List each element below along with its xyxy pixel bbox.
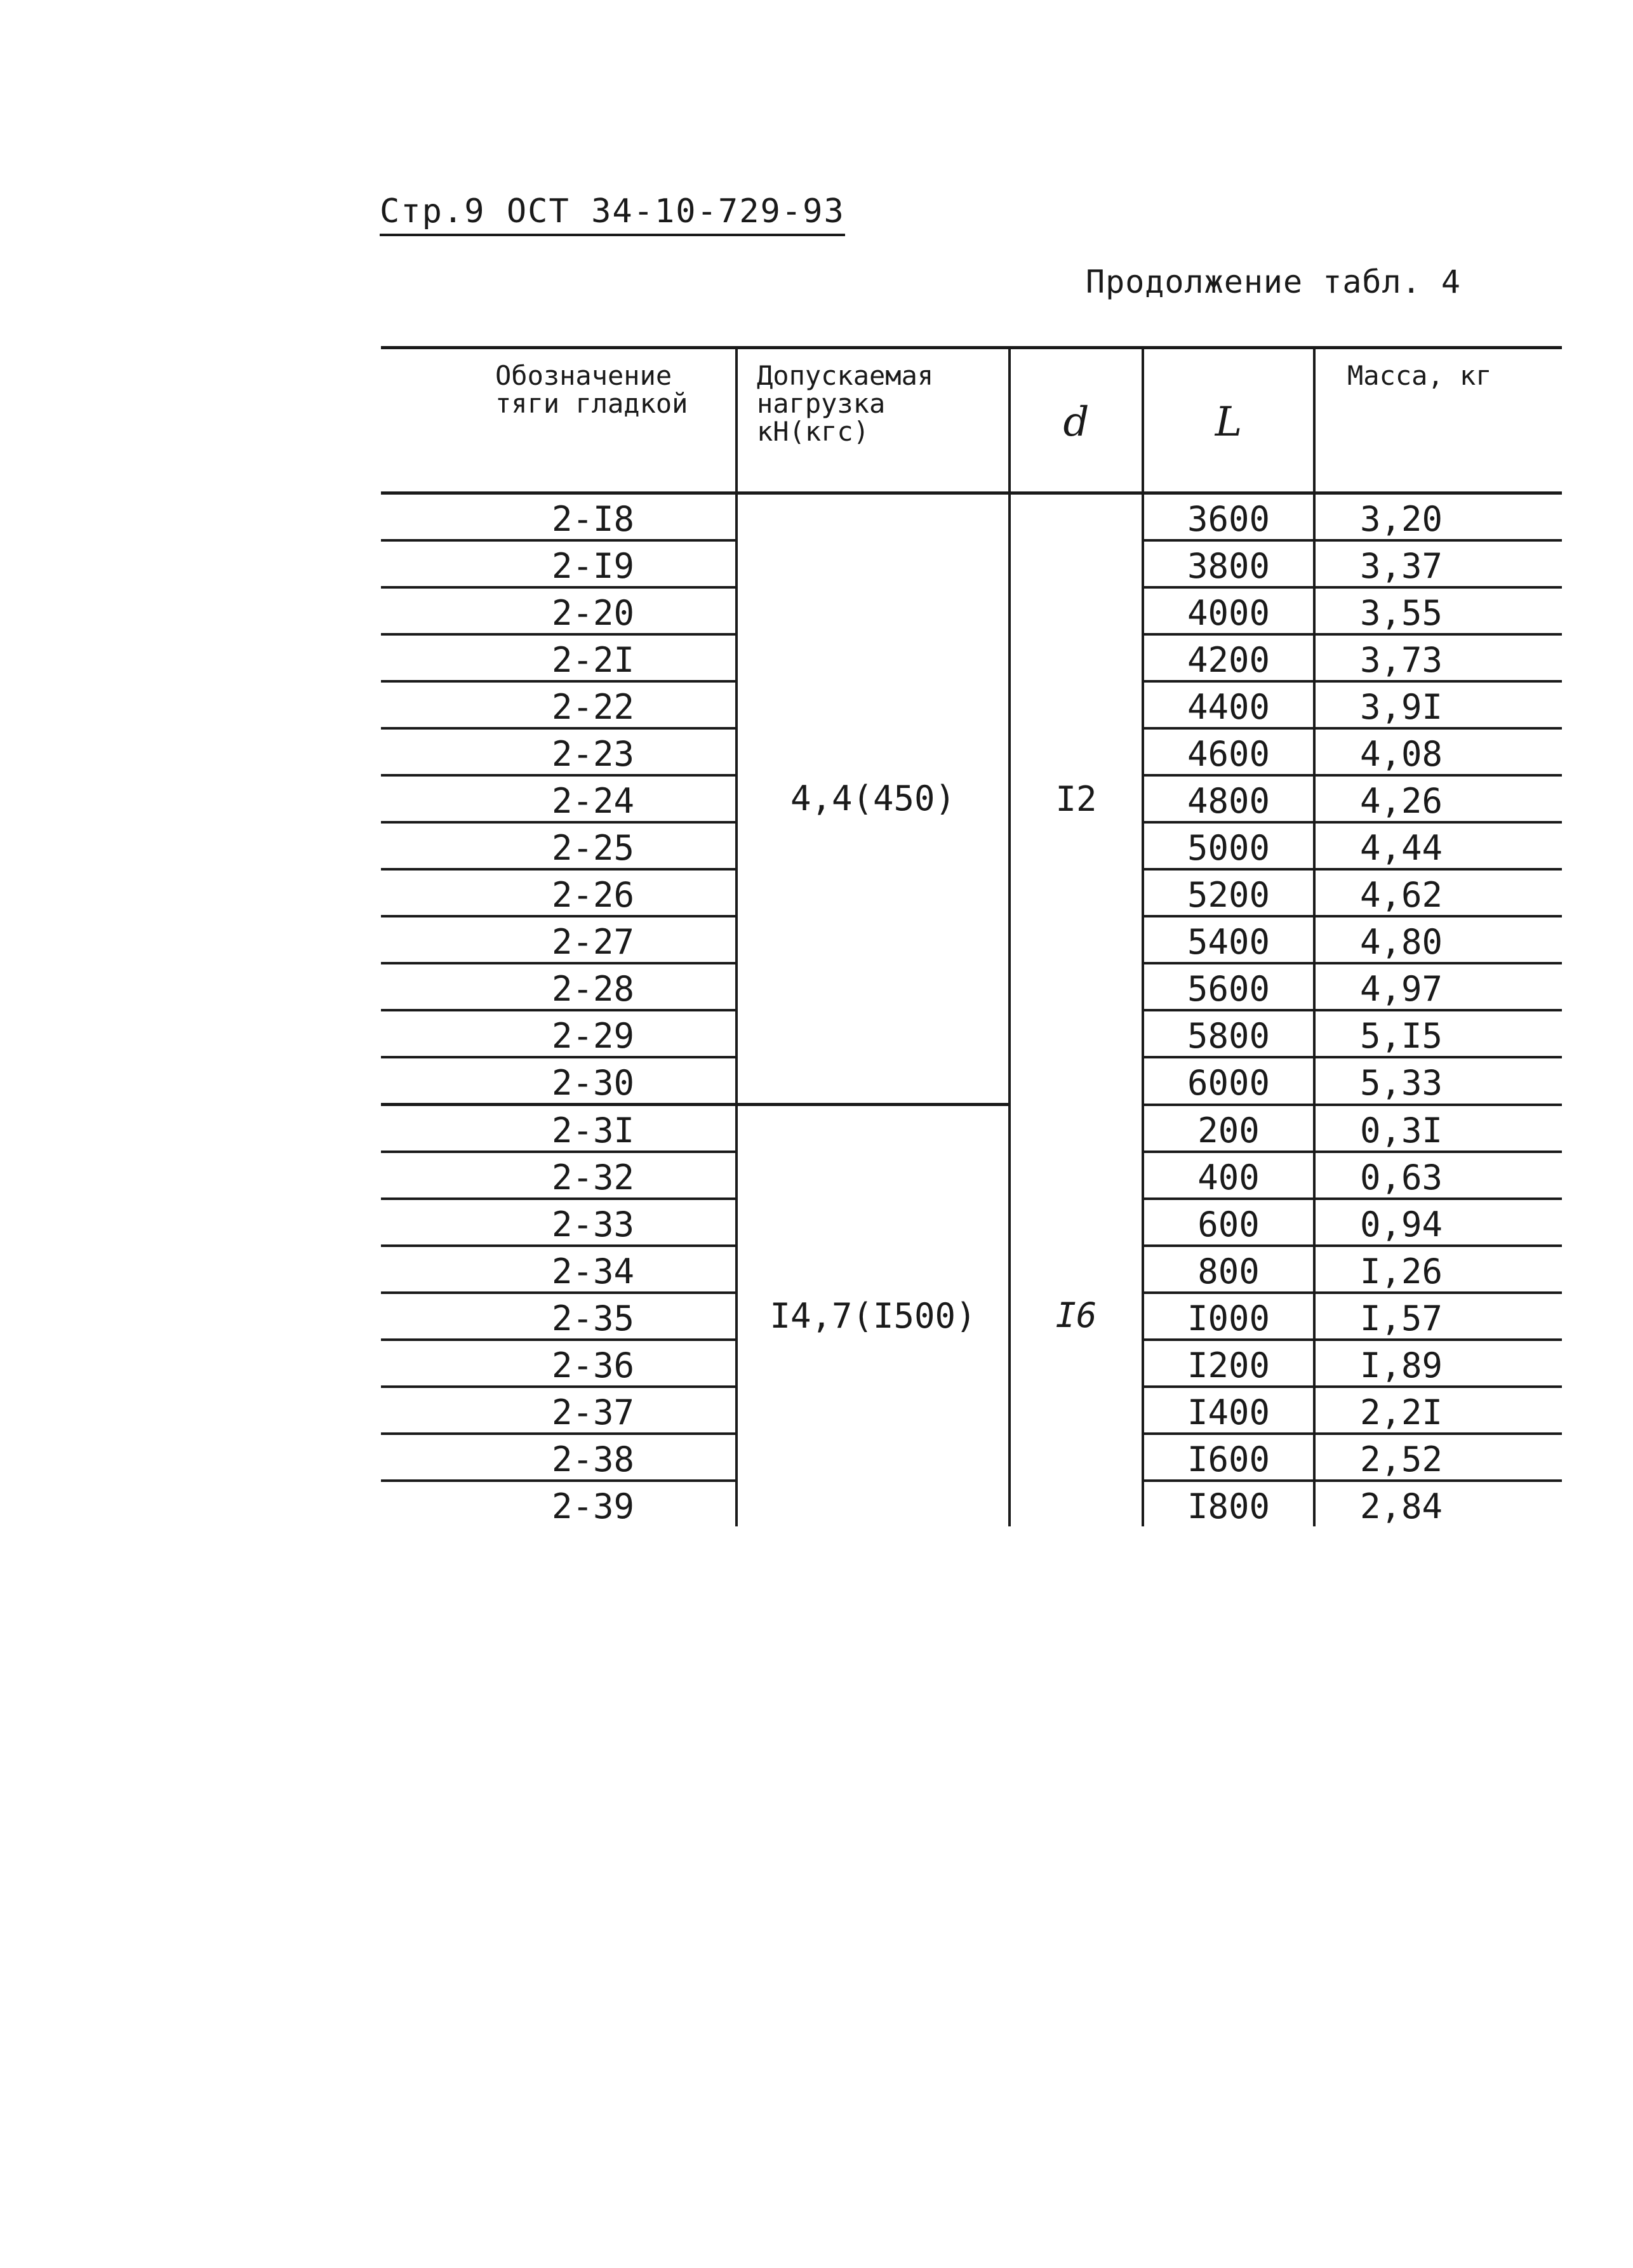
cell-designation: 2-35 xyxy=(381,1293,737,1340)
cell-allowable-load: 4,4(450) xyxy=(737,493,1010,1105)
table-header xyxy=(381,348,1562,493)
cell-length: 4200 xyxy=(1143,634,1314,681)
cell-length: 5400 xyxy=(1143,916,1314,963)
cell-mass: 2,52 xyxy=(1314,1434,1562,1481)
cell-length: 4400 xyxy=(1143,681,1314,728)
cell-length: 400 xyxy=(1143,1152,1314,1199)
cell-length: 200 xyxy=(1143,1105,1314,1152)
cell-designation: 2-36 xyxy=(381,1340,737,1387)
cell-mass: 3,9I xyxy=(1314,681,1562,728)
cell-length: 4800 xyxy=(1143,775,1314,822)
cell-designation: 2-30 xyxy=(381,1057,737,1105)
rod-spec-table-container xyxy=(381,346,1562,1526)
cell-designation: 2-29 xyxy=(381,1010,737,1057)
cell-mass: 5,I5 xyxy=(1314,1010,1562,1057)
header-load: Допускаемая нагрузка кН(кгс) xyxy=(737,348,1010,493)
cell-mass: I,57 xyxy=(1314,1293,1562,1340)
cell-designation: 2-3I xyxy=(381,1105,737,1152)
header-row xyxy=(381,348,1562,493)
cell-designation: 2-34 xyxy=(381,1246,737,1293)
cell-mass: 5,33 xyxy=(1314,1057,1562,1105)
cell-designation: 2-I9 xyxy=(381,540,737,587)
cell-length: 5000 xyxy=(1143,822,1314,869)
header-designation: Обозначение тяги гладкой xyxy=(381,348,737,493)
cell-mass: 3,37 xyxy=(1314,540,1562,587)
cell-designation: 2-38 xyxy=(381,1434,737,1481)
cell-mass: 4,97 xyxy=(1314,963,1562,1010)
cell-length: I800 xyxy=(1143,1481,1314,1526)
cell-designation: 2-26 xyxy=(381,869,737,916)
cell-designation: 2-20 xyxy=(381,587,737,634)
cell-mass: I,26 xyxy=(1314,1246,1562,1293)
cell-designation: 2-25 xyxy=(381,822,737,869)
cell-length: 5600 xyxy=(1143,963,1314,1010)
cell-length: 5200 xyxy=(1143,869,1314,916)
cell-length: 800 xyxy=(1143,1246,1314,1293)
table-body xyxy=(381,493,1562,1527)
cell-designation: 2-2I xyxy=(381,634,737,681)
cell-designation: 2-33 xyxy=(381,1199,737,1246)
header-mass: Масса, кг xyxy=(1314,348,1562,493)
cell-allowable-load: I4,7(I500) xyxy=(737,1105,1010,1527)
cell-length: 5800 xyxy=(1143,1010,1314,1057)
header-d: d xyxy=(1010,348,1143,493)
cell-mass: 2,2I xyxy=(1314,1387,1562,1434)
cell-designation: 2-27 xyxy=(381,916,737,963)
rod-spec-table xyxy=(381,346,1562,1526)
cell-mass: 4,80 xyxy=(1314,916,1562,963)
cell-mass: 0,3I xyxy=(1314,1105,1562,1152)
cell-mass: 4,26 xyxy=(1314,775,1562,822)
cell-mass: 4,62 xyxy=(1314,869,1562,916)
page-reference: Стр.9 ОСТ 34-10-729-93 xyxy=(380,194,845,236)
cell-length: I000 xyxy=(1143,1293,1314,1340)
header-L: L xyxy=(1143,348,1314,493)
cell-designation: 2-39 xyxy=(551,1486,635,1526)
cell-length: 3800 xyxy=(1143,540,1314,587)
cell-designation: 2-23 xyxy=(381,728,737,775)
table-row xyxy=(381,493,1562,541)
table-row xyxy=(381,1105,1562,1152)
cell-length: I600 xyxy=(1143,1434,1314,1481)
cell-length: 6000 xyxy=(1143,1057,1314,1105)
cell-length: 4600 xyxy=(1143,728,1314,775)
cell-designation: 2-37 xyxy=(381,1387,737,1434)
cell-length: 3600 xyxy=(1143,493,1314,541)
cell-mass: 0,94 xyxy=(1314,1199,1562,1246)
cell-mass: 4,44 xyxy=(1314,822,1562,869)
cell-length: I400 xyxy=(1143,1387,1314,1434)
cell-diameter: I2 xyxy=(1010,493,1143,1105)
table-continuation-caption: Продолжение табл. 4 xyxy=(1086,263,1461,300)
cell-mass: 3,20 xyxy=(1314,493,1562,541)
cell-mass: 3,55 xyxy=(1314,587,1562,634)
cell-designation: 2-I8 xyxy=(381,493,737,541)
cell-mass: 3,73 xyxy=(1314,634,1562,681)
cell-length: 4000 xyxy=(1143,587,1314,634)
cell-length: I200 xyxy=(1143,1340,1314,1387)
cell-mass: 2,84 xyxy=(1314,1481,1562,1526)
cell-diameter: I6 xyxy=(1010,1105,1143,1527)
cell-designation: 2-24 xyxy=(381,775,737,822)
cell-designation: 2-22 xyxy=(381,681,737,728)
cell-length: 600 xyxy=(1143,1199,1314,1246)
cell-mass: 4,08 xyxy=(1314,728,1562,775)
cell-mass: I,89 xyxy=(1314,1340,1562,1387)
cell-mass: 0,63 xyxy=(1314,1152,1562,1199)
cell-designation: 2-28 xyxy=(381,963,737,1010)
cell-designation: 2-32 xyxy=(381,1152,737,1199)
